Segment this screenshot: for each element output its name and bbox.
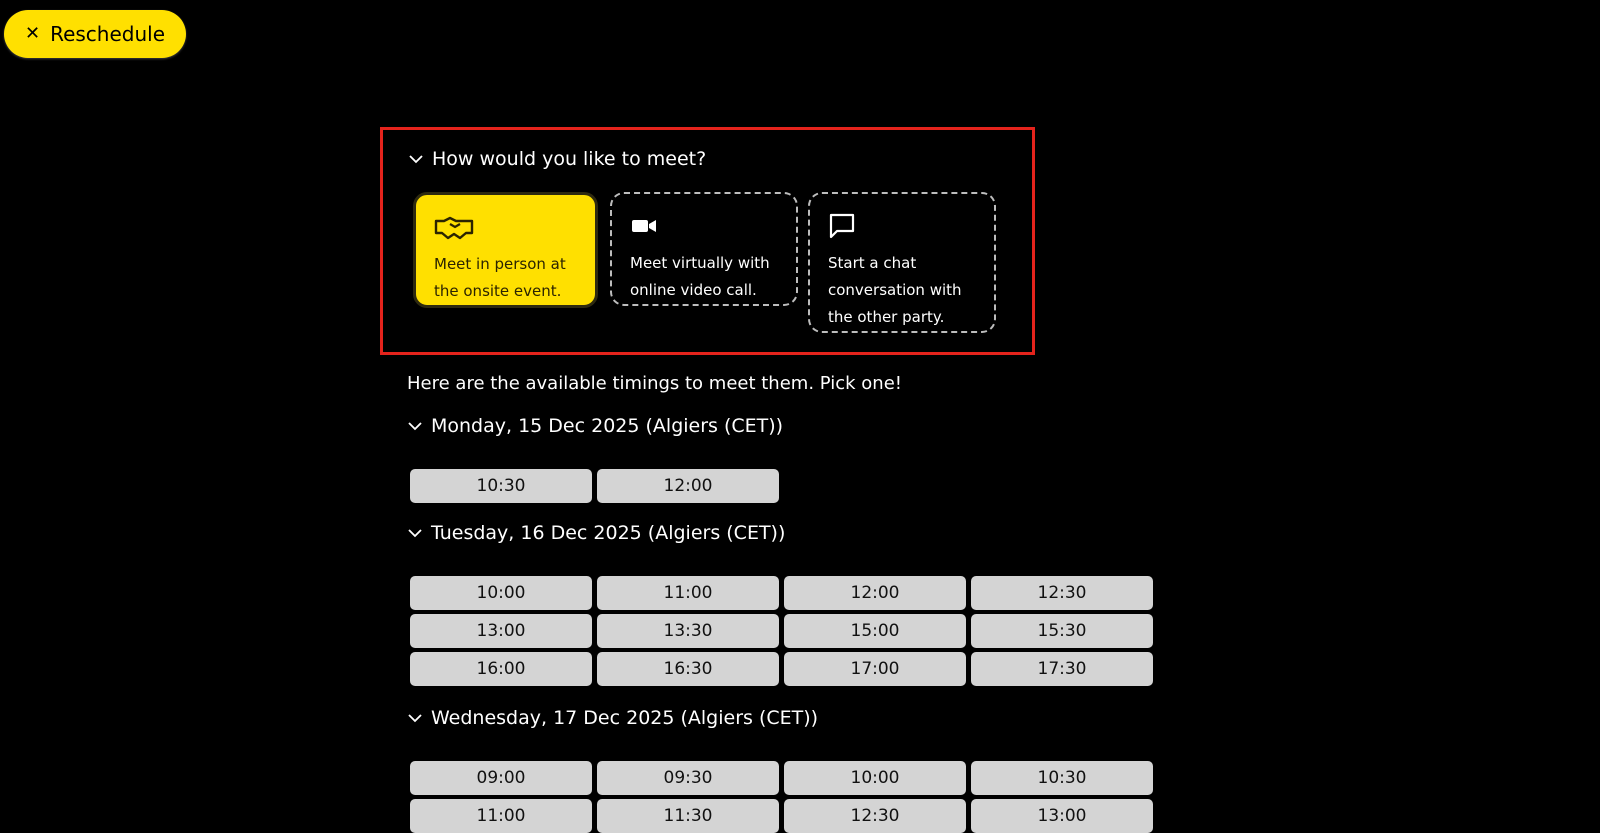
time-slot[interactable]: 10:00 xyxy=(410,576,592,610)
slot-grid-monday xyxy=(410,469,1153,503)
day-toggle-wednesday[interactable] xyxy=(407,707,818,729)
reschedule-button[interactable] xyxy=(4,10,186,58)
time-slot[interactable]: 17:00 xyxy=(784,652,966,686)
time-slot[interactable]: 12:30 xyxy=(784,799,966,833)
option-chat-label: Start a chat conversation with the other party. xyxy=(828,254,962,326)
option-video-call[interactable] xyxy=(610,192,798,306)
option-video-call-label: Meet virtually with online video call. xyxy=(630,254,770,299)
time-slot[interactable]: 15:00 xyxy=(784,614,966,648)
slot-grid-wednesday xyxy=(410,761,1153,833)
chevron-down-icon xyxy=(407,418,423,434)
day-toggle-tuesday[interactable] xyxy=(407,522,785,544)
chat-bubble-icon xyxy=(828,212,856,240)
time-slot[interactable]: 12:00 xyxy=(597,469,779,503)
time-slot[interactable]: 09:30 xyxy=(597,761,779,795)
meeting-type-section xyxy=(380,127,1035,355)
time-slot[interactable]: 11:00 xyxy=(597,576,779,610)
time-slot[interactable]: 16:00 xyxy=(410,652,592,686)
time-slot[interactable]: 11:00 xyxy=(410,799,592,833)
time-slot[interactable]: 09:00 xyxy=(410,761,592,795)
option-in-person-label: Meet in person at the onsite event. xyxy=(434,255,566,300)
close-icon: ✕ xyxy=(24,23,41,44)
time-slot[interactable]: 10:00 xyxy=(784,761,966,795)
time-slot[interactable]: 10:30 xyxy=(971,761,1153,795)
chevron-down-icon xyxy=(408,151,424,167)
meeting-type-heading: How would you like to meet? xyxy=(432,148,707,170)
time-slot[interactable]: 11:30 xyxy=(597,799,779,833)
option-in-person[interactable] xyxy=(413,192,598,308)
meeting-type-toggle[interactable] xyxy=(408,148,706,170)
time-slot[interactable]: 12:30 xyxy=(971,576,1153,610)
chevron-down-icon xyxy=(407,710,423,726)
video-camera-icon xyxy=(630,212,658,240)
option-chat[interactable] xyxy=(808,192,996,333)
handshake-icon xyxy=(434,213,474,241)
time-slot[interactable]: 17:30 xyxy=(971,652,1153,686)
slot-grid-tuesday xyxy=(410,576,1153,686)
time-slot[interactable]: 12:00 xyxy=(784,576,966,610)
reschedule-label: Reschedule xyxy=(50,22,166,46)
day-heading: Tuesday, 16 Dec 2025 (Algiers (CET)) xyxy=(431,522,786,544)
time-slot[interactable]: 13:00 xyxy=(971,799,1153,833)
chevron-down-icon xyxy=(407,525,423,541)
day-heading: Monday, 15 Dec 2025 (Algiers (CET)) xyxy=(431,415,784,437)
time-slot[interactable]: 13:00 xyxy=(410,614,592,648)
time-slot[interactable]: 15:30 xyxy=(971,614,1153,648)
time-slot[interactable]: 13:30 xyxy=(597,614,779,648)
time-slot[interactable]: 10:30 xyxy=(410,469,592,503)
day-heading: Wednesday, 17 Dec 2025 (Algiers (CET)) xyxy=(431,707,819,729)
timings-intro: Here are the available timings to meet them. Pick one! xyxy=(407,373,902,394)
day-toggle-monday[interactable] xyxy=(407,415,783,437)
time-slot[interactable]: 16:30 xyxy=(597,652,779,686)
